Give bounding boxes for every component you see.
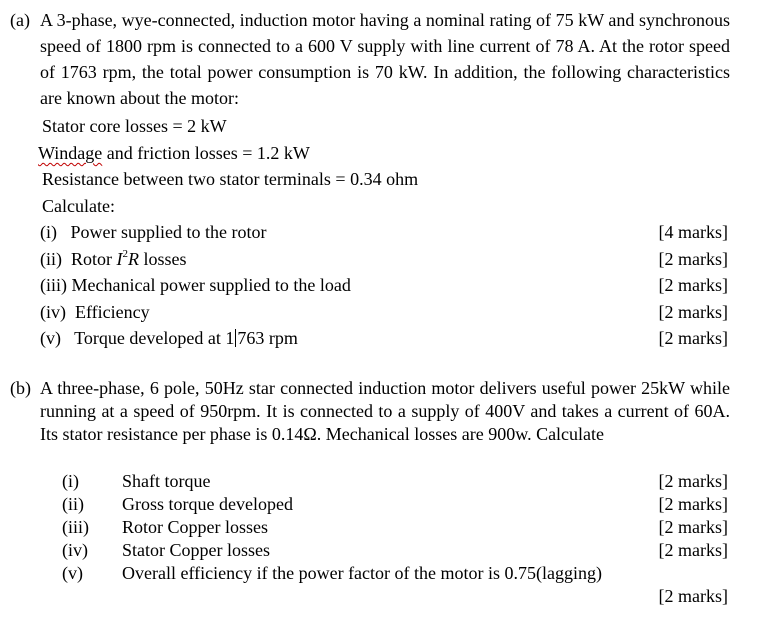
part-b-item-5-marks: [2 marks] [658,586,728,606]
part-b-item-4: Stator Copper losses [122,540,270,560]
part-a-item-5-marks: [2 marks] [658,328,728,348]
part-a-item-3-marks: [2 marks] [658,275,728,295]
part-b-item-5: Overall efficiency if the power factor of the motor is 0.75(lagging) [122,563,602,583]
part-b-item-5-num: (v) [62,563,83,583]
spellcheck-word[interactable]: Windage [38,143,103,163]
part-b-item-2-marks: [2 marks] [658,494,728,514]
part-b-item-1-marks: [2 marks] [658,471,728,491]
part-a-item-3: (iii) Mechanical power supplied to the load [40,275,351,295]
part-a-item-4-marks: [2 marks] [658,302,728,322]
part-a-item-2: (ii) Rotor $I^2R$ losses [40,248,187,269]
part-a-item-2-marks: [2 marks] [658,249,728,269]
part-b-item-2: Gross torque developed [122,494,293,514]
part-b-item-3: Rotor Copper losses [122,517,268,537]
part-b-item-2-num: (ii) [62,494,84,514]
part-b-item-4-marks: [2 marks] [658,540,728,560]
part-b-item-1: Shaft torque [122,471,211,491]
part-a-item-1: (i) Power supplied to the rotor [40,222,267,242]
given-stator-core-losses: Stator core losses = 2 kW [42,116,227,136]
part-a-intro: A 3-phase, wye-connected, induction motor having a nominal rating of 75 kW and synchronous speed of 1800 rpm is connected to a 600 V supply with line current of 78 A. At the rotor speed of 1763 rpm, the total power consumption is 70 kW. In addition, the following characteristics are known about the motor: [40,10,730,108]
part-b-item-3-num: (iii) [62,517,89,537]
part-b-intro: A three-phase, 6 pole, 50Hz star connected induction motor delivers useful power 25kW while running at a speed of 950rpm. It is connected to a supply of 400V and takes a current of 60A. Its stator resistance per phase is 0.14Ω. Mechanical losses are 900w. Calculate [40,378,730,444]
part-a-label: (a) [10,10,30,30]
part-a-item-1-marks: [4 marks] [658,222,728,242]
part-b-label: (b) [10,378,31,398]
part-a-item-4: (iv) Efficiency [40,302,150,322]
part-b-item-4-num: (iv) [62,540,88,560]
part-b-item-3-marks: [2 marks] [658,517,728,537]
given-resistance: Resistance between two stator terminals = 0.34 ohm [42,169,419,189]
part-b-item-1-num: (i) [62,471,79,491]
calculate-label: Calculate: [42,196,115,216]
given-windage-friction: Windage and friction losses = 1.2 kW [38,143,310,163]
part-a-item-5: (v) Torque developed at 1 763 rpm [40,328,298,348]
